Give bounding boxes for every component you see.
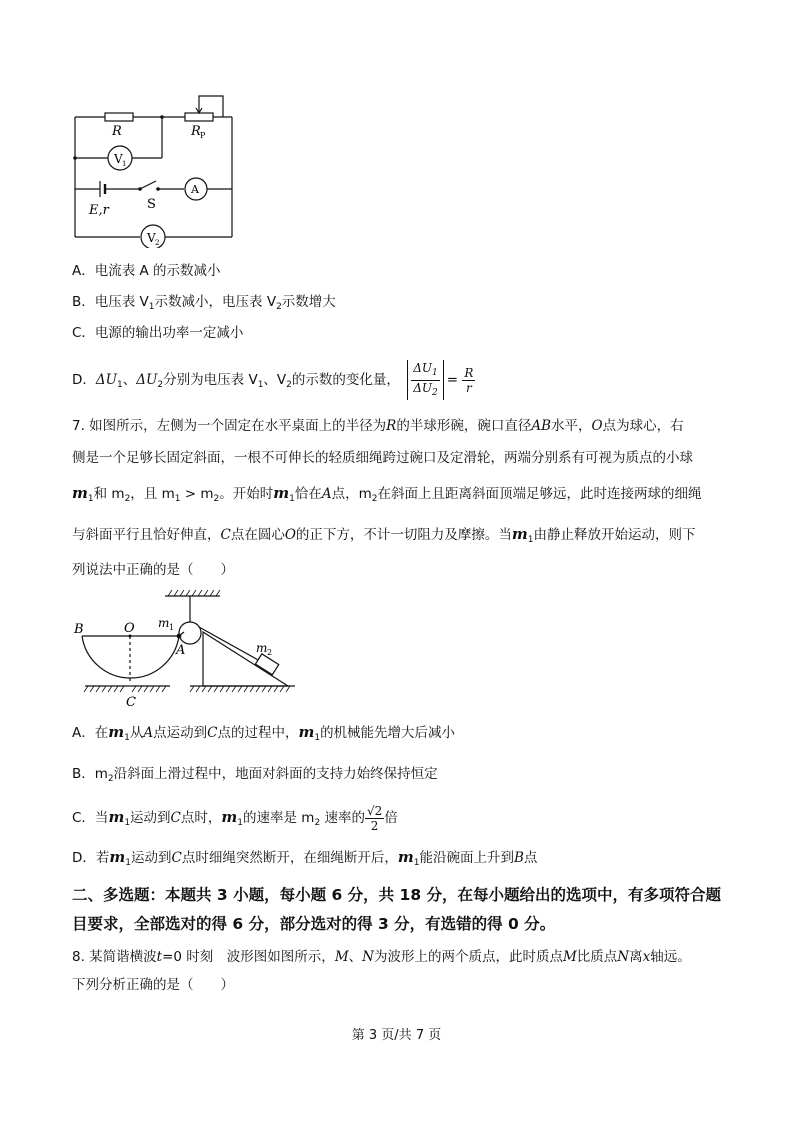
q6-d-f1ns: 1 xyxy=(431,367,438,378)
q7-l4m: m xyxy=(511,525,528,543)
q8-line-1 xyxy=(72,947,691,967)
q7-c-s: 1 xyxy=(124,818,131,828)
q8-l1b: =0 时刻 波形图如图所示， xyxy=(162,949,335,965)
q7-a-t1: A．在 xyxy=(72,725,109,741)
incline-icon xyxy=(203,632,288,686)
q8-l1c: 、 xyxy=(348,949,363,965)
q7-c-s3: 2 xyxy=(314,818,321,828)
switch-s xyxy=(140,181,156,189)
label-v1: V xyxy=(114,152,123,166)
q6-d-t3: 的示数的变化量， xyxy=(291,372,400,388)
q7-c-cpt: C xyxy=(170,810,181,826)
q7-l1r: R xyxy=(386,418,397,434)
q7-a-s: 1 xyxy=(124,733,130,743)
q6-option-b xyxy=(72,292,336,317)
q7-option-c xyxy=(72,798,398,842)
q6-b-s1: 1 xyxy=(148,302,155,312)
q6-d-abs-fraction xyxy=(407,360,444,400)
q7-d-s2: 1 xyxy=(413,858,420,868)
q7-a-cpt: C xyxy=(207,725,218,741)
ball-m1 xyxy=(177,634,182,639)
q6-d-f1n: ΔU xyxy=(413,360,432,375)
q7-a-t5: 的机械能先增大后减小 xyxy=(320,725,456,741)
label-m1-sub: 1 xyxy=(169,623,175,632)
q7-l4c-pt: C xyxy=(220,527,231,543)
q8-l1m: M xyxy=(334,949,349,965)
q7-l3d: 。开始时 xyxy=(219,486,274,502)
label-v2: V xyxy=(147,231,156,245)
q8-l1g: 轴远。 xyxy=(650,949,691,965)
q7-l1a: 7. 如图所示，左侧为一个固定在水平桌面上的半径为 xyxy=(72,418,387,434)
q8-l1e: 比质点 xyxy=(576,949,618,965)
q8-l1d: 为波形上的两个质点，此时质点 xyxy=(373,949,563,965)
q7-option-d xyxy=(72,847,537,873)
q7-c-m: m xyxy=(108,808,125,826)
label-r: R xyxy=(112,124,122,139)
q6-d-t2: 分别为电压表 V xyxy=(163,372,258,388)
q7-l1d: 点为球心，右 xyxy=(602,418,684,434)
q6-d-f2d: r xyxy=(465,380,472,395)
q7-l3s6: 2 xyxy=(371,494,378,504)
q6-d-rr-fraction xyxy=(462,366,475,395)
q7-l1b: 的半球形碗，碗口直径 xyxy=(396,418,532,434)
q6-b-t1: B．电压表 V xyxy=(72,294,149,310)
q7-a-t4: 点的过程中， xyxy=(217,725,299,741)
q6-option-c-text: C．电源的输出功率一定减小 xyxy=(72,325,244,341)
q7-l4a: 与斜面平行且恰好伸直， xyxy=(72,527,221,543)
label-o: O xyxy=(124,621,135,636)
q7-l3s5: 1 xyxy=(289,494,295,504)
q7-l3s4: 2 xyxy=(213,494,220,504)
label-m2: m xyxy=(256,641,268,655)
q7-l3s3: 1 xyxy=(174,494,181,504)
q7-l3s2: 2 xyxy=(124,494,131,504)
q7-c-t6: 倍 xyxy=(384,810,398,826)
block-m2 xyxy=(255,654,278,675)
bowl-incline-diagram xyxy=(70,588,305,710)
q6-d-f1ds: 2 xyxy=(431,387,438,398)
q8-line-2 xyxy=(72,975,234,995)
q8-l1f: 离 xyxy=(629,949,643,965)
q7-line-3 xyxy=(72,483,702,509)
q6-d-s4: 2 xyxy=(286,380,292,390)
rheostat-rp xyxy=(185,113,213,121)
q7-l4d: 由静止释放开始运动，则下 xyxy=(533,527,696,543)
q7-l3m: m xyxy=(72,484,88,502)
q7-c-t1: C．当 xyxy=(72,810,109,826)
q8-l1n: N xyxy=(362,949,374,965)
q7-a-m2: m xyxy=(298,723,315,741)
q7-c-t2: 运动到 xyxy=(130,810,171,826)
q6-b-s2: 2 xyxy=(276,302,282,312)
q8-l1t: t xyxy=(156,949,163,965)
q7-l5: 列说法中正确的是（ ） xyxy=(72,562,234,578)
q7-l3g: 在斜面上且距离斜面顶端足够远，此时连接两球的细绳 xyxy=(377,486,702,502)
label-m1: m xyxy=(158,616,170,630)
q8-l2: 下列分析正确的是（ ） xyxy=(72,977,234,993)
q6-option-c xyxy=(72,323,243,343)
q7-line-4 xyxy=(72,524,696,550)
q7-d-t2: 运动到 xyxy=(131,850,172,866)
resistor-r xyxy=(105,113,133,121)
q7-a-m: m xyxy=(108,723,125,741)
q7-l3s: 1 xyxy=(87,494,94,504)
label-er: E,r xyxy=(89,203,109,218)
section-2-header-line-2 xyxy=(72,913,555,935)
q8-l1x: x xyxy=(642,949,651,965)
q6-d-s3: 1 xyxy=(257,380,264,390)
q7-b-s: 2 xyxy=(107,774,114,784)
q7-b-t1: B．m xyxy=(72,766,108,782)
page-footer xyxy=(0,1024,793,1043)
q7-l4c: 的正下方，不计一切阻力及摩擦。当 xyxy=(295,527,512,543)
q7-d-m2: m xyxy=(397,848,414,866)
q7-c-fd: 2 xyxy=(370,818,379,833)
label-m2-sub: 2 xyxy=(267,648,273,657)
q7-c-fraction xyxy=(365,804,384,833)
q7-l3f: 点，m xyxy=(331,486,372,502)
q7-l3m2: m xyxy=(273,484,290,502)
label-v2-sub: 2 xyxy=(155,239,160,247)
q6-option-a xyxy=(72,261,221,281)
q7-a-s2: 1 xyxy=(314,733,321,743)
q7-c-s2: 1 xyxy=(237,818,243,828)
q7-l3a-pt: A xyxy=(321,486,332,502)
label-c: C xyxy=(126,695,136,710)
q7-c-t3: 点时， xyxy=(180,810,222,826)
q7-a-apt: A xyxy=(143,725,154,741)
q7-l3b: ，且 m xyxy=(130,486,175,502)
q7-l1ab: AB xyxy=(531,418,552,434)
q6-d-sep2: 、V xyxy=(263,372,287,388)
q6-b-t2: 示数减小，电压表 V xyxy=(154,294,277,310)
q8-l1m2: M xyxy=(562,949,577,965)
q7-l3c: > m xyxy=(180,486,214,502)
q7-option-a xyxy=(72,722,455,748)
q6-d-s1: 1 xyxy=(117,380,123,390)
q7-c-t5: 速率的 xyxy=(320,810,365,826)
q6-option-d xyxy=(72,360,475,405)
q7-l4b: 点在圆心 xyxy=(230,527,285,543)
section-2-l1: 二、多选题：本题共 3 小题，每小题 6 分，共 18 分，在每小题给出的选项中，有多项符合题 xyxy=(72,886,722,904)
q7-line-5 xyxy=(72,560,234,580)
q7-a-t2: 从 xyxy=(129,725,144,741)
label-rp-sub: P xyxy=(200,131,206,140)
q7-d-t3: 点时细绳突然断开，在细绳断开后， xyxy=(181,850,398,866)
q6-b-t3: 示数增大 xyxy=(281,294,336,310)
q6-d-f1d: ΔU xyxy=(413,380,432,395)
q6-option-a-text: A．电流表 A 的示数减小 xyxy=(72,263,221,279)
q7-d-t1: D．若 xyxy=(72,850,110,866)
q7-a-t3: 点运动到 xyxy=(153,725,208,741)
q6-d-du2: ΔU xyxy=(136,372,158,388)
q6-d-s2: 2 xyxy=(157,380,164,390)
q7-line-2 xyxy=(72,448,693,468)
q7-d-t5: 点 xyxy=(523,850,538,866)
q7-d-s: 1 xyxy=(125,858,132,868)
q7-c-fn: √2 xyxy=(366,803,383,818)
section-2-l2: 目要求，全部选对的得 6 分，部分选对的得 3 分，有选错的得 0 分。 xyxy=(72,915,556,933)
label-s: S xyxy=(147,197,156,212)
q8-l1n2: N xyxy=(617,949,630,965)
q7-d-bpt: B xyxy=(513,850,524,866)
label-a: A xyxy=(191,183,199,196)
q7-l4s: 1 xyxy=(527,535,534,545)
q8-l1a: 8. 某简谐横波 xyxy=(72,949,157,965)
q7-l3a: 和 m xyxy=(93,486,125,502)
q7-l4o: O xyxy=(284,527,296,543)
q7-option-b xyxy=(72,764,438,789)
q7-c-t4: 的速率是 m xyxy=(243,810,315,826)
q7-line-1 xyxy=(72,416,684,436)
circuit-diagram xyxy=(60,88,250,248)
q6-d-t1: D． xyxy=(72,372,96,388)
page-number: 第 3 页/共 7 页 xyxy=(351,1028,442,1043)
q7-d-m: m xyxy=(109,848,126,866)
q7-c-m2: m xyxy=(221,808,238,826)
q6-d-du1: ΔU xyxy=(95,372,118,388)
q7-l1o: O xyxy=(591,418,603,434)
q6-d-f2n: R xyxy=(464,365,474,380)
q7-l1c: 水平， xyxy=(551,418,592,434)
q6-d-eq: = xyxy=(446,372,459,388)
label-a-pt: A xyxy=(176,643,186,658)
q7-d-cpt: C xyxy=(171,850,182,866)
q7-b-t2: 沿斜面上滑过程中，地面对斜面的支持力始终保持恒定 xyxy=(113,766,438,782)
q7-l2: 侧是一个足够长固定斜面，一根不可伸长的轻质细绳跨过碗口及定滑轮，两端分别系有可视为质点的小球 xyxy=(72,450,693,466)
q7-d-t4: 能沿碗面上升到 xyxy=(419,850,514,866)
label-b: B xyxy=(74,622,84,637)
q7-l3e: 恰在 xyxy=(294,486,322,502)
q6-d-sep: 、 xyxy=(122,372,137,388)
label-v1-sub: 1 xyxy=(122,160,127,168)
label-rp: R xyxy=(191,124,201,139)
section-2-header-line-1 xyxy=(72,884,721,906)
